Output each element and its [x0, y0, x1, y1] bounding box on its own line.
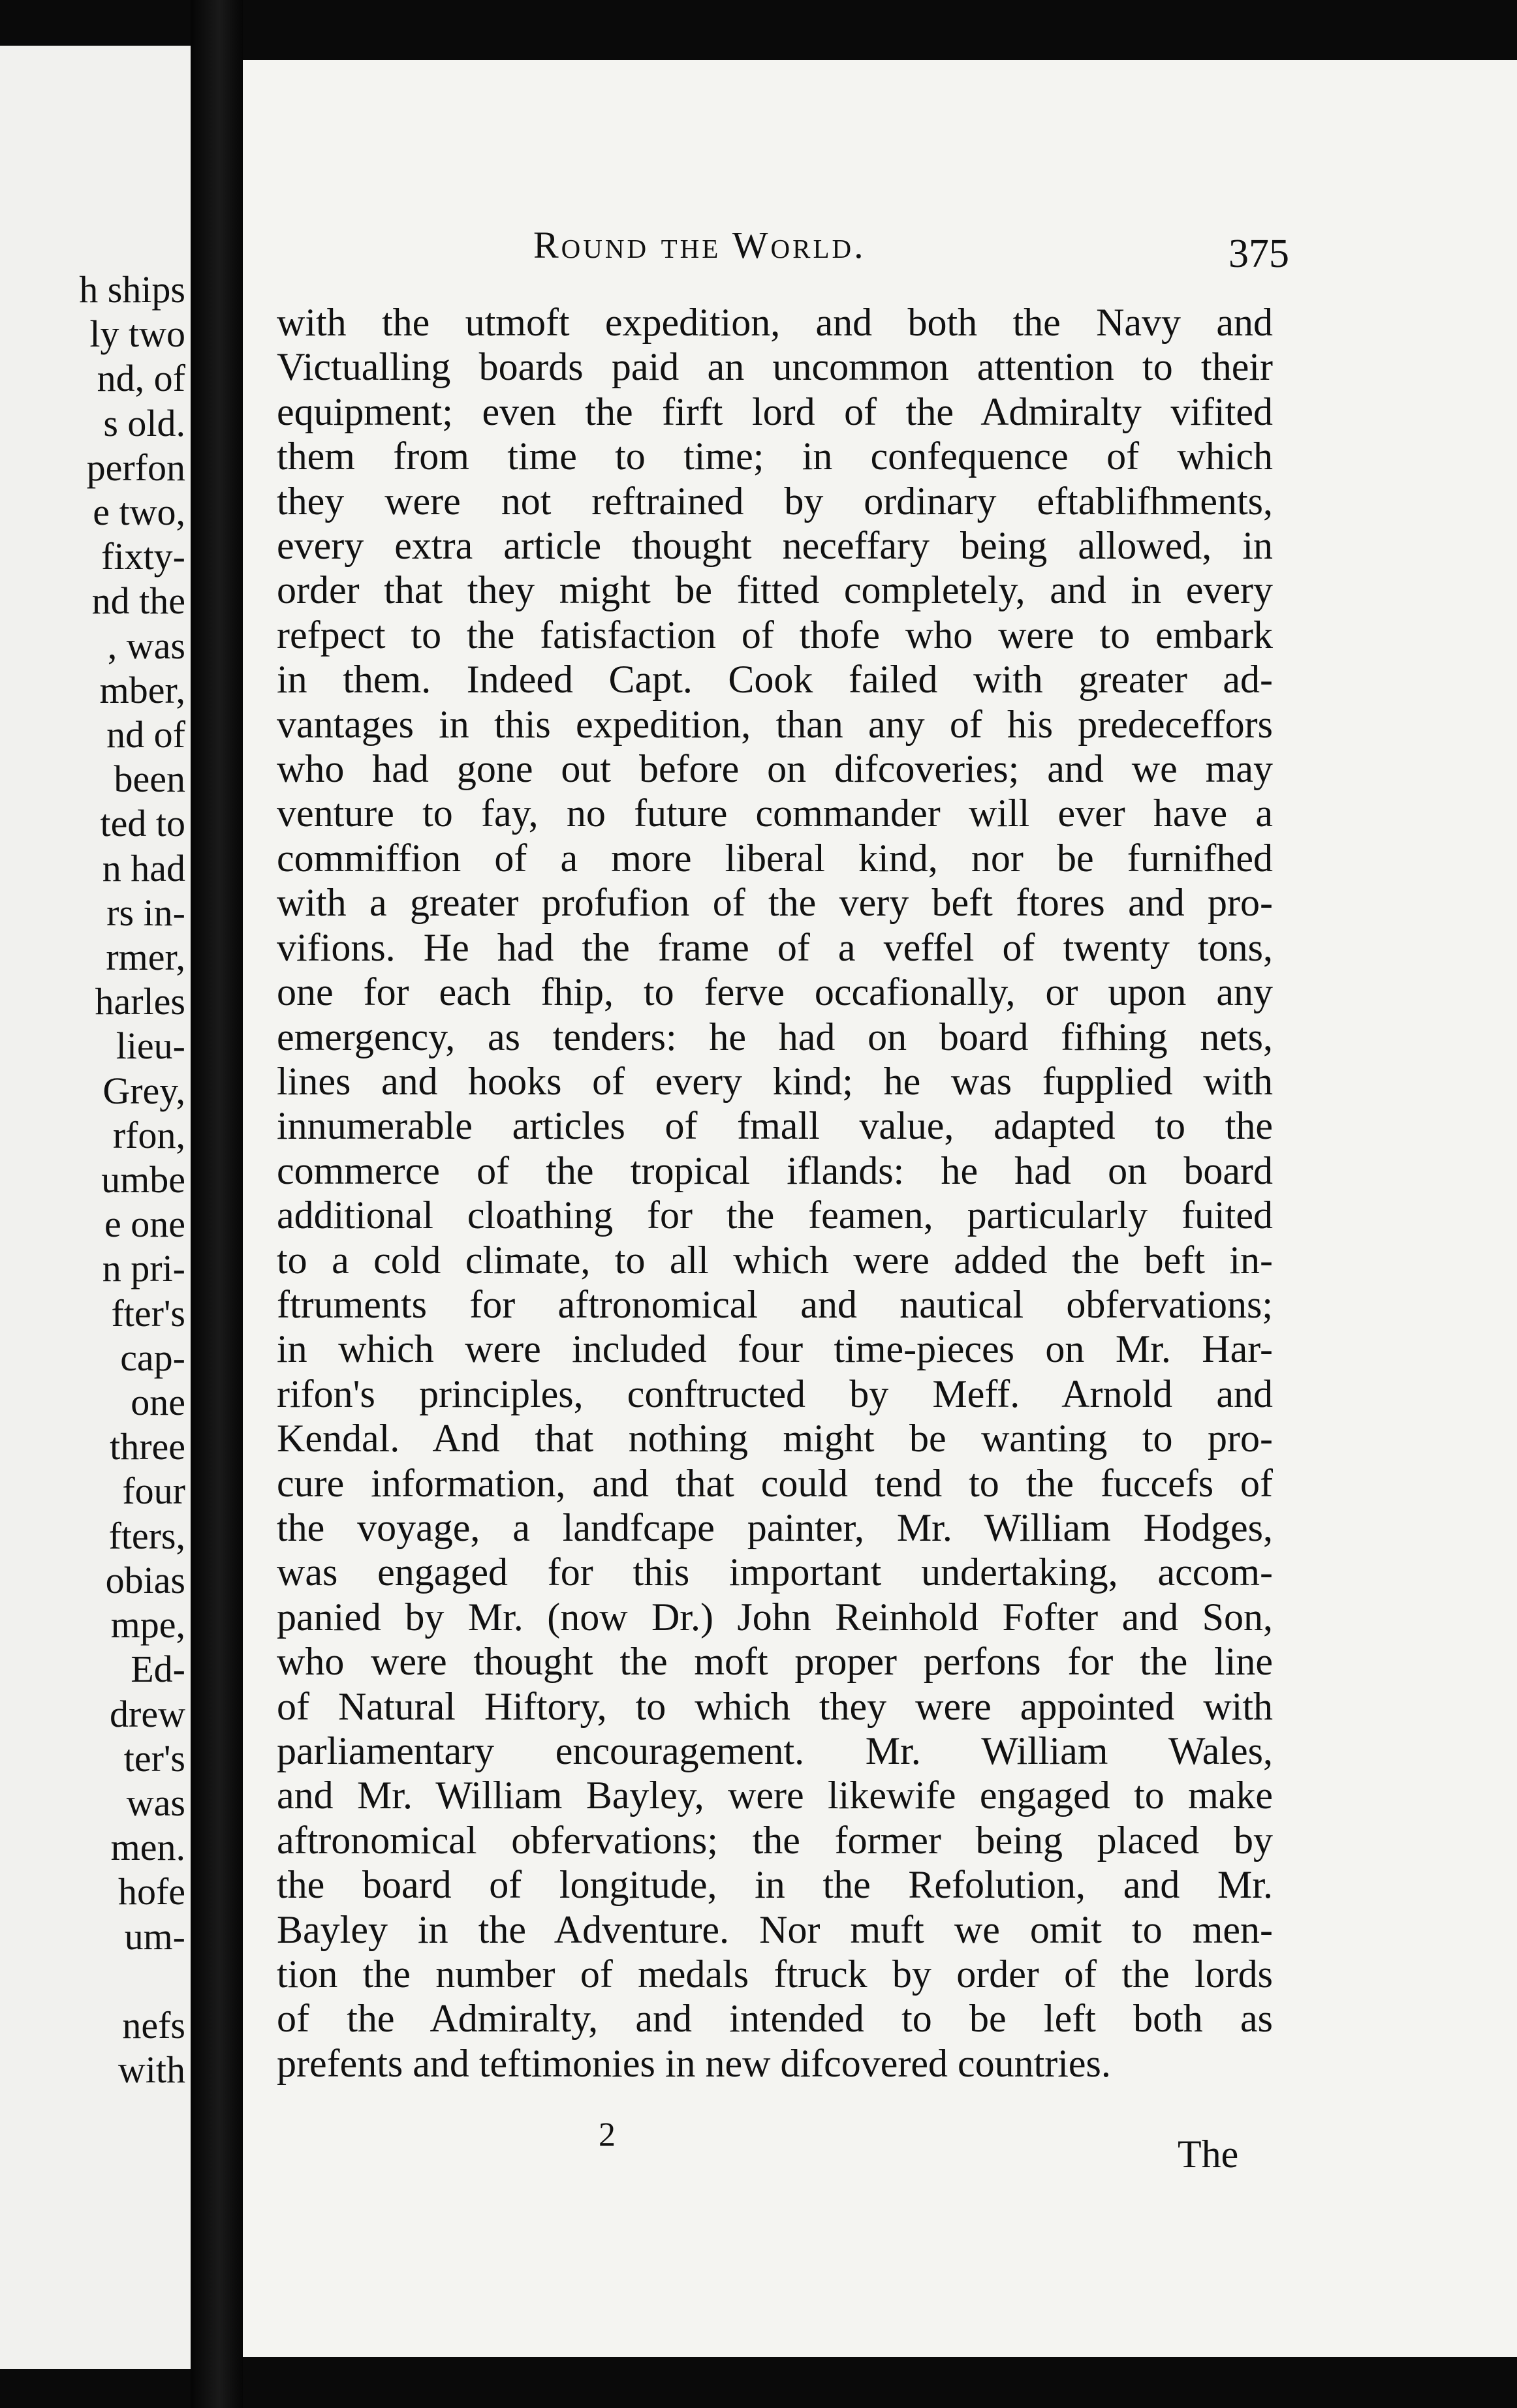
left-page-fragment: e one	[104, 1203, 185, 1246]
left-page-fragment: nd the	[91, 579, 185, 623]
body-line: who were thought the moft proper perfons for the line	[277, 1640, 1273, 1684]
body-line: them from time to time; in confequence of which	[277, 435, 1273, 478]
body-line: innumerable articles of fmall value, adapted to the	[277, 1104, 1273, 1148]
right-page	[243, 60, 1517, 2357]
left-page-fragment: with	[117, 2048, 185, 2092]
left-page-fragment: nefs	[122, 2003, 185, 2046]
body-line: Victualling boards paid an uncommon attention to their	[277, 345, 1273, 389]
body-line: and Mr. William Bayley, were likewife engaged to make	[277, 1774, 1273, 1817]
body-line: prefents and teftimonies in new difcovered countries.	[277, 2041, 1111, 2085]
body-line: vifions. He had the frame of a veffel of twenty tons,	[277, 925, 1273, 969]
left-page-fragment: e two,	[93, 491, 185, 534]
body-line: with the utmoft expedition, and both the Navy and	[277, 301, 1273, 344]
book-gutter	[191, 0, 243, 2408]
left-page-fragment: ly two	[89, 313, 185, 356]
left-page-fragment: Ed-	[131, 1648, 185, 1691]
left-page-fragment: ter's	[123, 1737, 185, 1780]
catchword: The	[1178, 2133, 1239, 2176]
body-line: order that they might be fitted completely, and in every	[277, 568, 1273, 612]
body-line: they were not reftrained by ordinary eftablifhments,	[277, 479, 1273, 523]
left-page-fragment: nd of	[106, 713, 185, 756]
body-line: every extra article thought neceffary being allowed, in	[277, 524, 1273, 568]
left-page-fragment: Grey,	[102, 1069, 185, 1112]
body-line: equipment; even the firft lord of the Admiralty vifited	[277, 390, 1273, 433]
body-line: in which were included four time-pieces on Mr. Har-	[277, 1327, 1273, 1371]
left-page-fragment: four	[122, 1470, 185, 1513]
left-page	[0, 46, 191, 2369]
body-line: one for each fhip, to ferve occafionally, or upon any	[277, 970, 1273, 1014]
body-line: who had gone out before on difcoveries; and we may	[277, 747, 1273, 791]
left-page-fragment: h ships	[79, 268, 185, 311]
left-page-fragment: drew	[110, 1692, 185, 1735]
body-line: with a greater profufion of the very beft ftores and pro-	[277, 881, 1273, 925]
left-page-fragment: cap-	[120, 1336, 185, 1379]
left-page-fragment: three	[110, 1425, 185, 1468]
signature-mark: 2	[599, 2116, 616, 2153]
body-line: refpect to the fatisfaction of thofe who were to embark	[277, 613, 1273, 656]
body-line: aftronomical obfervations; the former being placed by	[277, 1818, 1273, 1862]
body-line: emergency, as tenders: he had on board fifhing nets,	[277, 1015, 1273, 1058]
left-page-fragment: , was	[107, 624, 185, 667]
left-page-fragment: nd, of	[97, 357, 185, 400]
body-line: panied by Mr. (now Dr.) John Reinhold Fofter and Son,	[277, 1595, 1273, 1639]
left-page-fragment: perfon	[86, 446, 185, 489]
left-page-fragment	[79, 1959, 185, 2003]
left-page-fragment: lieu-	[116, 1025, 185, 1068]
body-line: the voyage, a landfcape painter, Mr. William Hodges,	[277, 1505, 1273, 1549]
left-page-fragment: men.	[110, 1826, 185, 1869]
body-line: Bayley in the Adventure. Nor muft we omit to men-	[277, 1907, 1273, 1951]
body-line: additional cloathing for the feamen, particularly fuited	[277, 1194, 1273, 1237]
body-line: vantages in this expedition, than any of his predeceffors	[277, 702, 1273, 746]
left-page-text-fragments	[79, 268, 185, 2092]
body-line: the board of longitude, in the Refolution, and Mr.	[277, 1863, 1273, 1907]
body-line: of the Admiralty, and intended to be left both as	[277, 1997, 1273, 2041]
body-line: rifon's principles, conftructed by Meff. Arnold and	[277, 1372, 1273, 1415]
left-page-fragment: mber,	[99, 668, 185, 711]
left-page-fragment: one	[131, 1381, 185, 1424]
body-line: to a cold climate, to all which were added the beft in-	[277, 1238, 1273, 1282]
body-line: was engaged for this important undertaking, accom-	[277, 1551, 1273, 1594]
left-page-fragment: s old.	[103, 401, 185, 444]
body-line: in them. Indeed Capt. Cook failed with greater ad-	[277, 658, 1273, 702]
left-page-fragment: fter's	[111, 1291, 185, 1335]
left-page-fragment: mpe,	[110, 1603, 185, 1646]
body-text	[277, 300, 1273, 2086]
left-page-fragment: n pri-	[102, 1247, 185, 1290]
left-page-fragment: been	[114, 758, 185, 801]
body-line: Kendal. And that nothing might be wanting to pro-	[277, 1417, 1273, 1460]
left-page-fragment: n had	[102, 846, 185, 889]
body-line: commerce of the tropical iflands: he had on board	[277, 1149, 1273, 1192]
body-line: tion the number of medals ftruck by order of the lords	[277, 1953, 1273, 1996]
left-page-fragment: rfon,	[112, 1113, 185, 1156]
body-line: lines and hooks of every kind; he was fupplied with	[277, 1059, 1273, 1103]
body-line: cure information, and that could tend to the fuccefs of	[277, 1461, 1273, 1505]
left-page-fragment: rmer,	[106, 936, 185, 979]
left-page-fragment: obias	[105, 1558, 185, 1601]
left-page-fragment: fters,	[108, 1514, 185, 1557]
left-page-fragment: harles	[95, 980, 185, 1023]
left-page-fragment: was	[126, 1781, 185, 1824]
body-line: venture to fay, no future commander will ever have a	[277, 792, 1273, 835]
running-head: Round the World.	[533, 224, 866, 266]
body-line: of Natural Hiftory, to which they were appointed with	[277, 1684, 1273, 1728]
left-page-fragment: fixty-	[101, 535, 185, 578]
left-page-fragment: umbe	[101, 1158, 185, 1201]
left-page-fragment: um-	[124, 1915, 185, 1958]
left-page-fragment: hofe	[117, 1870, 185, 1913]
left-page-fragment: ted to	[100, 802, 185, 845]
body-line: parliamentary encouragement. Mr. William Wales,	[277, 1729, 1273, 1772]
body-line: commiffion of a more liberal kind, nor be furnifhed	[277, 836, 1273, 880]
page-number: 375	[1228, 232, 1289, 276]
body-line: ftruments for aftronomical and nautical obfervations;	[277, 1282, 1273, 1326]
left-page-fragment: rs in-	[106, 891, 185, 934]
